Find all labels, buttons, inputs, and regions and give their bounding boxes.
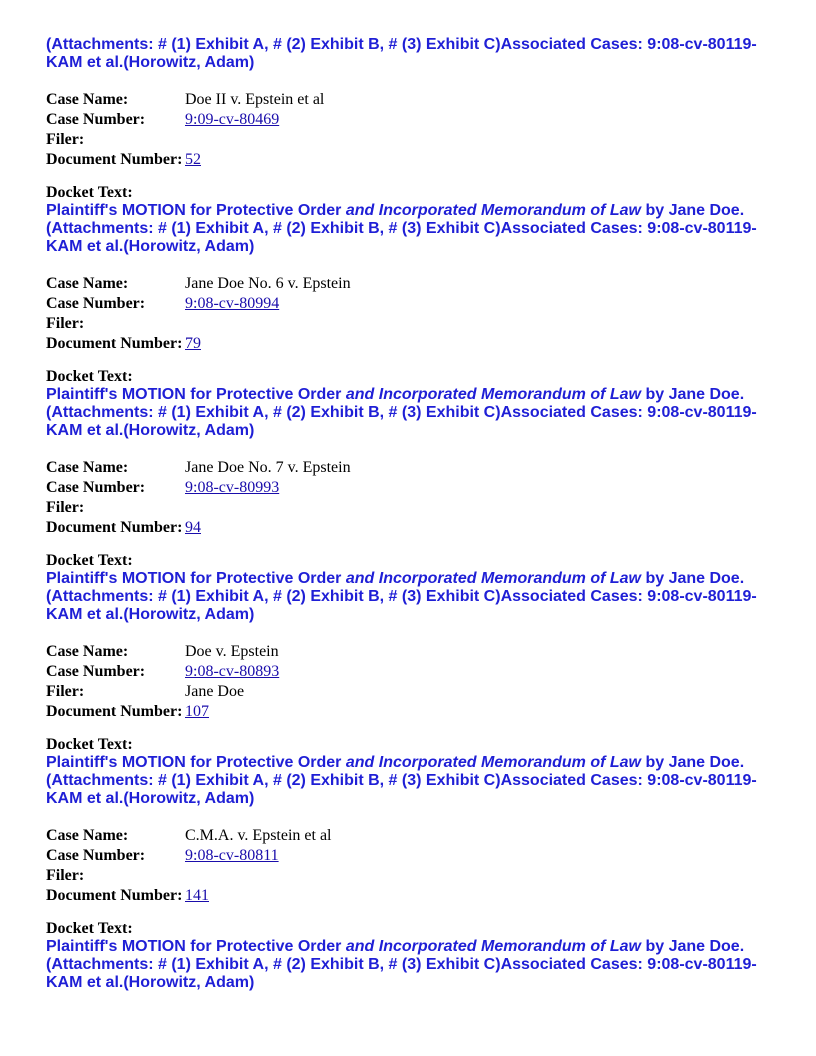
case-number-link[interactable]: 9:08-cv-80994 (185, 295, 280, 312)
docket-text-part: by Jane Doe. (641, 938, 745, 955)
case-number-label: Case Number: (46, 111, 146, 128)
document-number-label: Document Number: (46, 703, 183, 720)
document-number-label: Document Number: (46, 887, 183, 904)
docket-text-part: by Jane Doe. (641, 202, 745, 219)
docket-text-line: (Attachments: # (1) Exhibit A, # (2) Exhibit B, # (3) Exhibit C)Associated Cases: 9:08-cv-80119- (46, 772, 757, 789)
case-name-label: Case Name: (46, 275, 129, 292)
case-details (46, 274, 351, 354)
case-details (46, 826, 332, 906)
case-name-row (46, 274, 351, 294)
case-number-link[interactable]: 9:08-cv-80893 (185, 663, 280, 680)
case-name-value: Doe II v. Epstein et al (185, 91, 325, 108)
case-number-label: Case Number: (46, 663, 146, 680)
docket-text-italic: and Incorporated Memorandum of Law (345, 754, 641, 771)
docket-text-line (46, 202, 776, 220)
docket-text-part: Plaintiff's MOTION for Protective Order (46, 386, 346, 403)
docket-text-label: Docket Text: (46, 552, 133, 569)
case-number-label: Case Number: (46, 479, 146, 496)
case-name-row (46, 826, 332, 846)
docket-text-line (46, 570, 776, 588)
docket-text-line (46, 938, 776, 956)
document-number-label: Document Number: (46, 151, 183, 168)
case-number-row (46, 478, 351, 498)
case-number-row (46, 294, 351, 314)
document-number-row (46, 518, 351, 538)
case-details (46, 90, 324, 170)
case-number-row (46, 846, 332, 866)
document-number-row (46, 334, 351, 354)
case-details (46, 458, 351, 538)
filer-label: Filer: (46, 315, 85, 332)
docket-text-part: Plaintiff's MOTION for Protective Order (46, 202, 346, 219)
document-number-label: Document Number: (46, 519, 183, 536)
case-number-row (46, 110, 324, 130)
document-number-link[interactable]: 79 (185, 335, 201, 352)
docket-text-label: Docket Text: (46, 920, 133, 937)
case-name-row (46, 458, 351, 478)
docket-page (46, 36, 776, 992)
case-number-row (46, 662, 279, 682)
case-name-label: Case Name: (46, 91, 129, 108)
case-entry (46, 826, 776, 992)
docket-text (46, 938, 776, 992)
filer-row (46, 866, 332, 886)
case-name-label: Case Name: (46, 827, 129, 844)
document-number-row (46, 150, 324, 170)
docket-text-line: (Attachments: # (1) Exhibit A, # (2) Exhibit B, # (3) Exhibit C)Associated Cases: 9:08-cv-80119- (46, 588, 757, 605)
document-number-label: Document Number: (46, 335, 183, 352)
docket-text-line (46, 386, 776, 404)
case-name-value: Doe v. Epstein (185, 643, 279, 660)
docket-text-italic: and Incorporated Memorandum of Law (345, 938, 641, 955)
document-number-link[interactable]: 141 (185, 887, 209, 904)
filer-value (185, 866, 332, 886)
filer-value (185, 130, 324, 150)
case-entry (46, 274, 776, 440)
docket-text-italic: and Incorporated Memorandum of Law (345, 202, 641, 219)
docket-text (46, 202, 776, 256)
filer-value (185, 498, 351, 518)
filer-value (185, 314, 351, 334)
filer-row (46, 682, 279, 702)
case-details (46, 642, 279, 722)
case-entry (46, 90, 776, 256)
case-number-label: Case Number: (46, 295, 146, 312)
case-number-link[interactable]: 9:08-cv-80993 (185, 479, 280, 496)
case-number-label: Case Number: (46, 847, 146, 864)
case-entry (46, 642, 776, 808)
previous-docket-text-tail (46, 36, 776, 72)
case-name-row (46, 90, 324, 110)
docket-text-italic: and Incorporated Memorandum of Law (345, 386, 641, 403)
case-number-link[interactable]: 9:08-cv-80811 (185, 847, 279, 864)
docket-text-line: KAM et al.(Horowitz, Adam) (46, 606, 255, 623)
docket-text (46, 386, 776, 440)
document-number-row (46, 886, 332, 906)
docket-text-label: Docket Text: (46, 184, 133, 201)
docket-text-line (46, 754, 776, 772)
docket-text-line: KAM et al.(Horowitz, Adam) (46, 54, 255, 71)
filer-label: Filer: (46, 131, 85, 148)
docket-text-label: Docket Text: (46, 368, 133, 385)
docket-text (46, 570, 776, 624)
docket-text-line: (Attachments: # (1) Exhibit A, # (2) Exhibit B, # (3) Exhibit C)Associated Cases: 9:08-cv-80119- (46, 404, 757, 421)
filer-label: Filer: (46, 867, 85, 884)
docket-text-italic: and Incorporated Memorandum of Law (345, 570, 641, 587)
case-name-value: Jane Doe No. 7 v. Epstein (185, 459, 351, 476)
docket-text-line: KAM et al.(Horowitz, Adam) (46, 238, 255, 255)
docket-text-line: KAM et al.(Horowitz, Adam) (46, 974, 255, 991)
case-name-value: C.M.A. v. Epstein et al (185, 827, 332, 844)
document-number-link[interactable]: 52 (185, 151, 201, 168)
docket-text-line: KAM et al.(Horowitz, Adam) (46, 790, 255, 807)
case-number-link[interactable]: 9:09-cv-80469 (185, 111, 280, 128)
document-number-row (46, 702, 279, 722)
docket-text-part: Plaintiff's MOTION for Protective Order (46, 938, 346, 955)
case-entry (46, 458, 776, 624)
document-number-link[interactable]: 107 (185, 703, 209, 720)
filer-row (46, 314, 351, 334)
case-name-value: Jane Doe No. 6 v. Epstein (185, 275, 351, 292)
case-name-label: Case Name: (46, 643, 129, 660)
docket-text-part: Plaintiff's MOTION for Protective Order (46, 570, 346, 587)
docket-text-part: by Jane Doe. (641, 386, 745, 403)
docket-text-label: Docket Text: (46, 736, 133, 753)
filer-value: Jane Doe (185, 683, 245, 700)
filer-row (46, 130, 324, 150)
docket-text-part: Plaintiff's MOTION for Protective Order (46, 754, 346, 771)
docket-text (46, 754, 776, 808)
filer-row (46, 498, 351, 518)
document-number-link[interactable]: 94 (185, 519, 201, 536)
docket-text-line: KAM et al.(Horowitz, Adam) (46, 422, 255, 439)
docket-text-line: (Attachments: # (1) Exhibit A, # (2) Exhibit B, # (3) Exhibit C)Associated Cases: 9:08-cv-80119- (46, 36, 757, 53)
docket-text-part: by Jane Doe. (641, 570, 745, 587)
filer-label: Filer: (46, 499, 85, 516)
docket-text-line: (Attachments: # (1) Exhibit A, # (2) Exhibit B, # (3) Exhibit C)Associated Cases: 9:08-cv-80119- (46, 220, 757, 237)
filer-label: Filer: (46, 683, 85, 700)
case-name-row (46, 642, 279, 662)
docket-text-line: (Attachments: # (1) Exhibit A, # (2) Exhibit B, # (3) Exhibit C)Associated Cases: 9:08-cv-80119- (46, 956, 757, 973)
case-name-label: Case Name: (46, 459, 129, 476)
docket-text-part: by Jane Doe. (641, 754, 745, 771)
